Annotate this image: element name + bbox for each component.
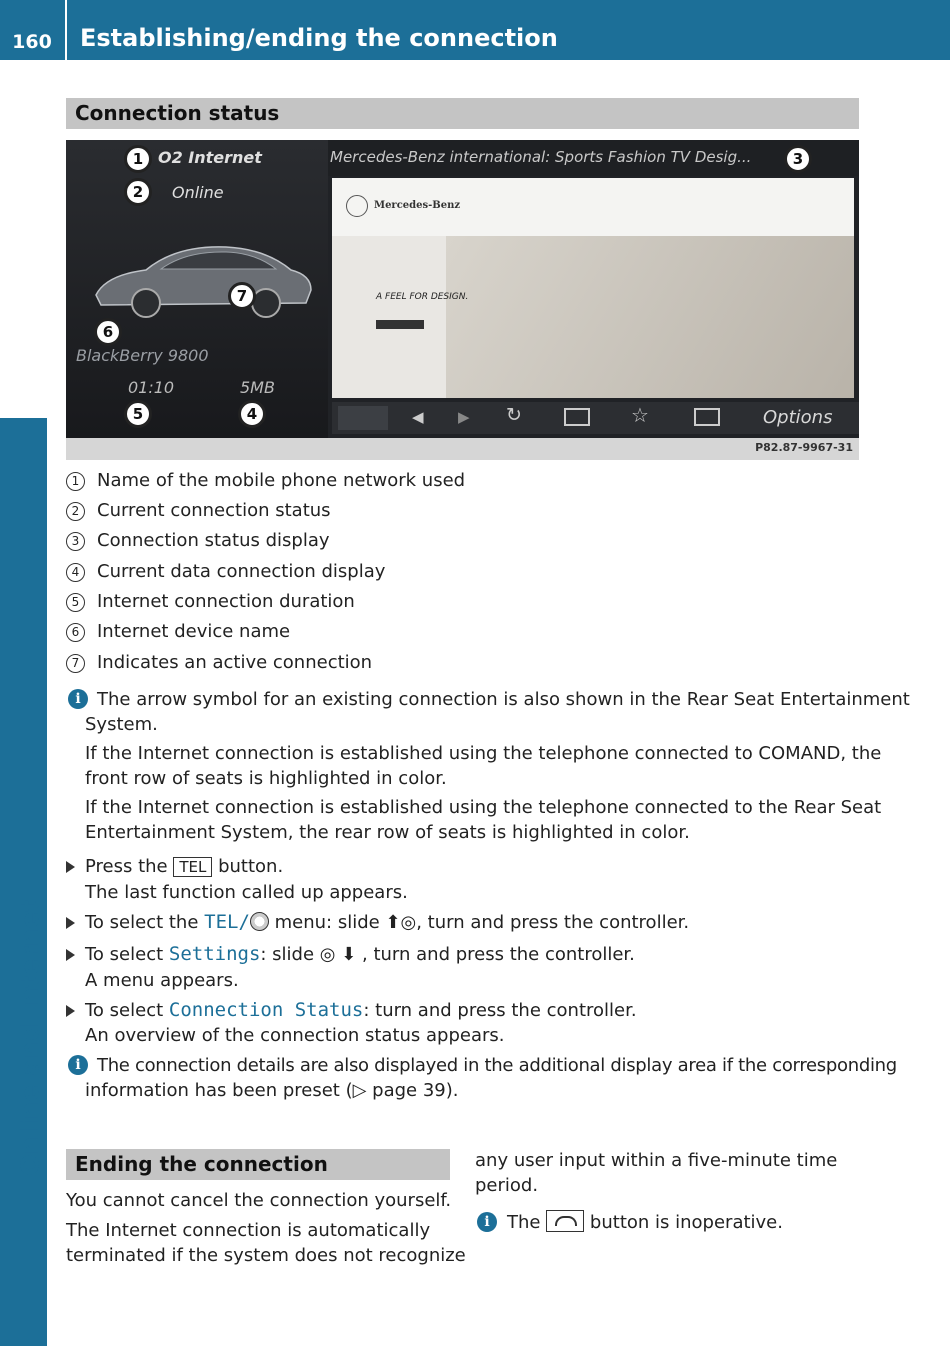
web-cta-button: [376, 320, 424, 329]
step-1: [85, 854, 283, 879]
step-3: [85, 942, 635, 967]
step-arrow-icon: [66, 917, 75, 929]
step-1-text: Press the: [85, 856, 174, 877]
device-name: BlackBerry 9800: [76, 346, 209, 365]
back-icon: [338, 406, 388, 430]
info2-line: information has been preset (▷ page 39).: [85, 1080, 459, 1101]
legend-item: [66, 500, 331, 521]
step-2-text: To select the: [85, 912, 205, 933]
info2-line: The connection details are also displayed in the additional display area if the corresponding: [97, 1055, 897, 1076]
side-tab: [0, 418, 47, 1346]
legend-text: Current connection status: [97, 500, 331, 521]
section2-info-text: The: [507, 1212, 547, 1233]
step-4-text: To select: [85, 1000, 169, 1021]
page-header: [0, 0, 950, 60]
connection-duration: 01:10: [128, 378, 175, 397]
previous-icon: ◀: [412, 408, 424, 426]
section2-para: period.: [475, 1175, 539, 1196]
step-2-text-end: menu: slide ⬆◎, turn and press the controller.: [268, 912, 690, 933]
info1-line: If the Internet connection is established using the telephone connected to COMAND, the: [85, 743, 882, 764]
legend-number: 7: [66, 654, 85, 673]
step-4-result: An overview of the connection status appears.: [85, 1025, 505, 1046]
network-name: O2 Internet: [158, 148, 262, 167]
callout-4: 4: [238, 400, 266, 428]
window-icon: [694, 408, 720, 426]
legend-text: Name of the mobile phone network used: [97, 470, 466, 491]
info1-line: Entertainment System, the rear row of seats is highlighted in color.: [85, 822, 690, 843]
legend-text: Internet connection duration: [97, 591, 355, 612]
legend-number: 5: [66, 593, 85, 612]
legend-item: [66, 621, 290, 642]
image-reference-bar: [66, 438, 859, 460]
step-arrow-icon: [66, 1005, 75, 1017]
data-volume: 5MB: [240, 378, 275, 397]
callout-6: 6: [94, 318, 122, 346]
step-3-text: To select: [85, 944, 169, 965]
image-reference: P82.87-9967-31: [755, 441, 853, 454]
callout-3: 3: [784, 145, 812, 173]
next-icon: ▶: [458, 408, 470, 426]
section2-para: You cannot cancel the connection yourself.: [66, 1190, 452, 1211]
step-3-text-end: : slide ◎ ⬇ , turn and press the controller.: [260, 944, 635, 965]
legend-text: Internet device name: [97, 621, 291, 642]
callout-1: 1: [124, 145, 152, 173]
comand-screenshot: [66, 140, 859, 438]
header-divider: [65, 0, 67, 60]
web-hero-image: [446, 236, 854, 398]
info-icon: i: [68, 689, 88, 709]
browser-page-title: Mercedes-Benz international: Sports Fashion TV Desig...: [330, 148, 752, 166]
section2-para: terminated if the system does not recognize: [66, 1245, 466, 1266]
keyboard-icon: [564, 408, 590, 426]
reload-icon: ↻: [506, 404, 522, 426]
web-tagline: A FEEL FOR DESIGN.: [376, 292, 469, 302]
step-1-text-end: button.: [212, 856, 284, 877]
section2-para: The Internet connection is automatically: [66, 1220, 431, 1241]
settings-menu-label: Settings: [168, 943, 261, 965]
car-illustration-icon: [86, 235, 316, 325]
legend-number: 2: [66, 502, 85, 521]
section2-para: any user input within a five-minute time: [475, 1150, 838, 1171]
mercedes-star-icon: [346, 195, 368, 217]
callout-2: 2: [124, 178, 152, 206]
legend-text: Connection status display: [97, 530, 330, 551]
globe-icon: [250, 912, 269, 931]
section-heading-ending-connection: Ending the connection: [66, 1149, 450, 1180]
callout-7: 7: [228, 282, 256, 310]
info1-line: System.: [85, 714, 158, 735]
section-heading-connection-status: Connection status: [66, 98, 859, 129]
page-number: 160: [12, 31, 52, 53]
tel-menu-label: TEL/: [204, 911, 250, 933]
legend-item: [66, 470, 465, 491]
legend-number: 6: [66, 623, 85, 642]
step-arrow-icon: [66, 861, 75, 873]
hang-up-key-icon: [546, 1210, 584, 1232]
legend-item: [66, 591, 355, 612]
section2-info-text-end: button is inoperative.: [584, 1212, 783, 1233]
legend-text: Current data connection display: [97, 561, 386, 582]
legend-item: [66, 652, 372, 673]
step-3-result: A menu appears.: [85, 970, 239, 991]
step-4: [85, 998, 637, 1023]
step-2: [85, 910, 689, 935]
legend-number: 4: [66, 563, 85, 582]
connection-status-menu-label: Connection Status: [168, 999, 364, 1021]
info1-line: If the Internet connection is established using the telephone connected to the Rear Seat: [85, 797, 882, 818]
legend-item: [66, 561, 385, 582]
legend-text: Indicates an active connection: [97, 652, 373, 673]
legend-item: [66, 530, 330, 551]
legend-number: 3: [66, 532, 85, 551]
info-icon: i: [68, 1055, 88, 1075]
step-1-result: The last function called up appears.: [85, 882, 408, 903]
side-tab-label: Online and Internet: [15, 899, 45, 1176]
web-logo: Mercedes-Benz: [374, 200, 461, 211]
connection-status-text: Online: [172, 183, 224, 202]
step-arrow-icon: [66, 949, 75, 961]
tel-key: TEL: [173, 857, 212, 877]
info1-line: The arrow symbol for an existing connection is also shown in the Rear Seat Entertainment: [97, 689, 910, 710]
step-4-text-end: : turn and press the controller.: [363, 1000, 637, 1021]
options-label: Options: [763, 407, 833, 428]
section2-info: [507, 1210, 783, 1235]
page-title: Establishing/ending the connection: [80, 24, 558, 52]
favorites-star-icon: ☆: [631, 403, 649, 427]
info1-line: front row of seats is highlighted in color.: [85, 768, 447, 789]
info-icon: i: [477, 1212, 497, 1232]
callout-5: 5: [124, 400, 152, 428]
legend-number: 1: [66, 472, 85, 491]
